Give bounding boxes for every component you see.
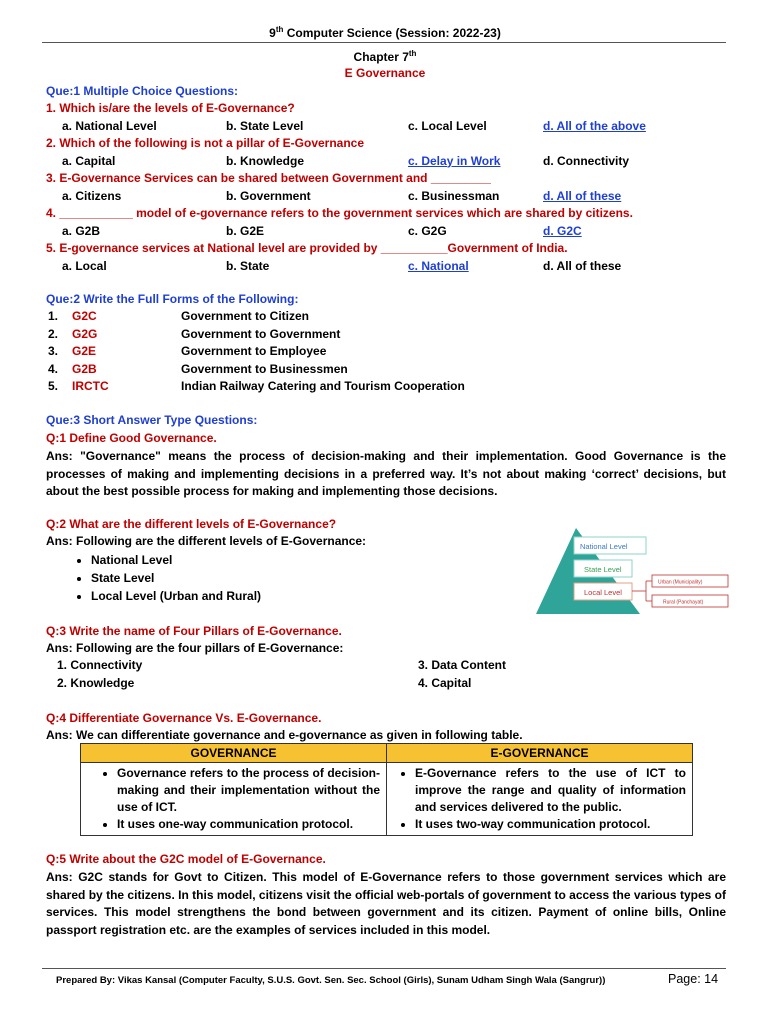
- mcq-question: 1. Which is/are the levels of E-Governance?: [46, 101, 295, 115]
- levels-list: [46, 551, 261, 605]
- mcq-option: d. Connectivity: [543, 153, 630, 168]
- page-header: [0, 25, 770, 40]
- q3-3-answer: Ans: Following are the four pillars of E-Governance:: [46, 641, 344, 655]
- full-form-abbr: G2E: [72, 344, 97, 358]
- mcq-option: a. Citizens: [62, 188, 122, 203]
- level-item: • National Level: [91, 551, 261, 569]
- pillar-item: 4. Capital: [418, 676, 472, 690]
- mcq-option: c. Local Level: [408, 118, 487, 133]
- chapter-number: Chapter 7: [353, 50, 409, 64]
- chapter-title: E Governance: [344, 66, 426, 80]
- chapter-sup: th: [408, 49, 417, 58]
- full-form-text: Government to Employee: [181, 344, 327, 358]
- pillar-item: 3. Data Content: [418, 658, 507, 672]
- col-header-e-governance: E-GOVERNANCE: [387, 744, 693, 763]
- q3-4-answer: Ans: We can differentiate governance and e-governance as given in following table.: [46, 728, 523, 742]
- mcq-option: c. G2G: [408, 223, 447, 238]
- mcq-question: 4. ___________ model of e-governance refers to the government services which are shared by citizens.: [46, 206, 633, 220]
- pillar-item: 2. Knowledge: [57, 676, 135, 690]
- q3-5-answer: Ans: G2C stands for Govt to Citizen. This model of E-Governance refers to those government services which are shared by the citizens. In this model, citizens visit the official web-portals of government to access the various types of services. This model strengthens the bond between government and its citizen. Payment of online bills, Online passport registration etc. are the examples of services included in this model.: [46, 870, 726, 937]
- mcq-option: a. G2B: [62, 223, 101, 238]
- q1-heading: Que:1 Multiple Choice Questions:: [46, 84, 239, 98]
- mcq-correct-option: c. Delay in Work: [408, 153, 501, 168]
- mcq-option: a. Capital: [62, 153, 116, 168]
- mcq-option: d. All of these: [543, 258, 622, 273]
- full-form-number: 4.: [48, 361, 59, 376]
- e-governance-point: • It uses two-way communication protocol.: [415, 816, 686, 833]
- mcq-option: b. Knowledge: [226, 153, 304, 168]
- full-form-abbr: G2C: [72, 309, 97, 323]
- table-header-row: [81, 744, 693, 763]
- state-level-label: State Level: [584, 565, 622, 574]
- levels-pyramid-diagram: [536, 524, 736, 616]
- full-form-number: 5.: [48, 379, 59, 393]
- header-grade: 9: [269, 26, 276, 40]
- chapter-label: [0, 49, 770, 64]
- full-form-text: Government to Citizen: [181, 309, 310, 323]
- page-number: Page: 14: [668, 972, 719, 986]
- mcq-option: b. State: [226, 258, 270, 273]
- q2-heading: Que:2 Write the Full Forms of the Following:: [46, 292, 299, 306]
- footer-prepared-by: Prepared By: Vikas Kansal (Computer Faculty, S.U.S. Govt. Sen. Sec. School (Girls), Sunam Udham Singh Wala (Sangrur)): [56, 975, 606, 986]
- level-item: • State Level: [91, 569, 261, 587]
- full-form-number: 3.: [48, 344, 59, 358]
- pillar-item: 1. Connectivity: [57, 658, 143, 672]
- table-row: [81, 763, 693, 836]
- mcq-correct-option: d. All of the above: [543, 118, 646, 133]
- q3-heading: Que:3 Short Answer Type Questions:: [46, 413, 258, 427]
- full-form-abbr: IRCTC: [72, 379, 109, 393]
- mcq-option: b. State Level: [226, 118, 304, 133]
- q3-1-answer: Ans: "Governance" means the process of decision-making and their implementation. Good Governance is the processes of making and implementing decisions in a preferred way. It’s not about making ‘correct’ decisions, but about the best possible process for making and implementing those decisions.: [46, 449, 726, 498]
- mcq-question: 3. E-Governance Services can be shared between Government and _________: [46, 171, 491, 185]
- q3-1-question: Q:1 Define Good Governance.: [46, 431, 217, 445]
- full-form-text: Government to Businessmen: [181, 361, 348, 376]
- full-form-text: Government to Government: [181, 326, 341, 341]
- mcq-question: 2. Which of the following is not a pillar of E-Governance: [46, 136, 365, 150]
- mcq-correct-option: d. G2C: [543, 223, 582, 238]
- header-subject: Computer Science (Session: 2022-23): [283, 26, 501, 40]
- mcq-option: b. Government: [226, 188, 311, 203]
- level-item: • Local Level (Urban and Rural): [91, 587, 261, 605]
- mcq-option: c. Businessman: [408, 188, 500, 203]
- full-form-abbr: G2G: [72, 326, 98, 341]
- full-form-number: 1.: [48, 309, 59, 323]
- mcq-correct-option: c. National: [408, 258, 469, 273]
- mcq-option: a. National Level: [62, 118, 157, 133]
- governance-point: • It uses one-way communication protocol.: [117, 816, 380, 833]
- governance-point: • Governance refers to the process of decision-making and their implementation without the use of ICT.: [117, 765, 380, 816]
- mcq-question: 5. E-governance services at National level are provided by __________Government of India.: [46, 241, 568, 255]
- e-governance-point: • E-Governance refers to the use of ICT to improve the range and quality of information and services delivered to the public.: [415, 765, 686, 816]
- e-governance-cell: [387, 763, 693, 836]
- header-rule: [42, 42, 726, 43]
- local-level-label: Local Level: [584, 588, 622, 597]
- full-form-abbr: G2B: [72, 361, 97, 376]
- q3-2-answer: Ans: Following are the different levels of E-Governance:: [46, 534, 367, 548]
- mcq-option: a. Local: [62, 258, 107, 273]
- q3-5-question: Q:5 Write about the G2C model of E-Governance.: [46, 852, 326, 866]
- header-grade-sup: th: [275, 25, 284, 34]
- q3-3-question: Q:3 Write the name of Four Pillars of E-Governance.: [46, 624, 342, 638]
- governance-cell: [81, 763, 387, 836]
- national-level-label: National Level: [580, 542, 628, 551]
- footer-rule: [42, 968, 726, 969]
- q3-2-question: Q:2 What are the different levels of E-Governance?: [46, 517, 337, 531]
- mcq-option: b. G2E: [226, 223, 265, 238]
- mcq-correct-option: d. All of these: [543, 188, 622, 203]
- comparison-table: [80, 743, 693, 836]
- full-form-text: Indian Railway Catering and Tourism Cooperation: [181, 379, 465, 393]
- col-header-governance: GOVERNANCE: [81, 744, 387, 763]
- full-form-number: 2.: [48, 326, 59, 341]
- rural-label: Rural (Panchayat): [663, 599, 704, 606]
- urban-label: Urban (Municipality): [658, 579, 703, 586]
- q3-4-question: Q:4 Differentiate Governance Vs. E-Governance.: [46, 711, 322, 725]
